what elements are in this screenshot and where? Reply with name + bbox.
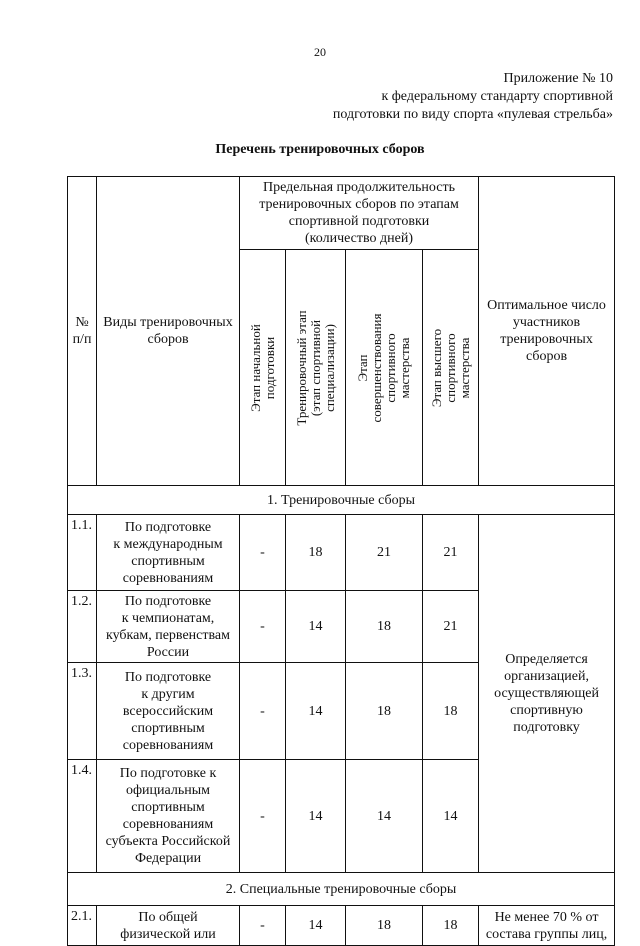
row-number: 1.4. bbox=[68, 760, 97, 873]
cell-stage-training: 14 bbox=[286, 663, 346, 760]
document-title: Перечень тренировочных сборов bbox=[215, 142, 425, 157]
cell-stage-highest: 18 bbox=[423, 663, 479, 760]
header-stage-initial: Этап начальной подготовки bbox=[240, 250, 286, 486]
header-types: Виды тренировочных сборов bbox=[97, 177, 240, 486]
cell-stage-highest: 21 bbox=[423, 591, 479, 663]
cell-stage-initial: - bbox=[240, 663, 286, 760]
page-number: 20 bbox=[314, 45, 326, 59]
cell-stage-improvement: 18 bbox=[346, 591, 423, 663]
row-name: По общей физической или bbox=[97, 906, 240, 946]
header-stage-highest: Этап высшего спортивного мастерства bbox=[423, 250, 479, 486]
header-stage-improvement: Этап совершенствования спортивного мастерства bbox=[346, 250, 423, 486]
row-name: По подготовке к официальным спортивным соревнованиям субъекта Российской Федерации bbox=[97, 760, 240, 873]
cell-stage-improvement: 18 bbox=[346, 663, 423, 760]
row-name: По подготовке к другим всероссийским спортивным соревнованиям bbox=[97, 663, 240, 760]
section-title-1: 1. Тренировочные сборы bbox=[68, 486, 615, 515]
header-optimal: Оптимальное число участников тренировочных сборов bbox=[479, 177, 615, 486]
row-number: 1.3. bbox=[68, 663, 97, 760]
table-row bbox=[68, 515, 615, 591]
cell-optimal: Не менее 70 % от состава группы лиц, bbox=[479, 906, 615, 946]
cell-stage-initial: - bbox=[240, 591, 286, 663]
header-stage-training: Тренировочный этап (этап спортивной специализации) bbox=[286, 250, 346, 486]
appendix-line-3: подготовки по виду спорта «пулевая стрельба» bbox=[332, 107, 613, 122]
optimal-merged-note: Определяется организацией, осуществляющей спортивную подготовку bbox=[479, 515, 615, 873]
header-duration-group: Предельная продолжительность тренировочных сборов по этапам спортивной подготовки (количество дней) bbox=[240, 177, 479, 250]
cell-stage-training: 14 bbox=[286, 591, 346, 663]
header-num: № п/п bbox=[68, 177, 97, 486]
cell-stage-initial: - bbox=[240, 760, 286, 873]
row-number: 2.1. bbox=[68, 906, 97, 946]
section-title-2: 2. Специальные тренировочные сборы bbox=[68, 873, 615, 906]
cell-stage-highest: 21 bbox=[423, 515, 479, 591]
table-row bbox=[68, 906, 615, 946]
cell-stage-training: 18 bbox=[286, 515, 346, 591]
row-number: 1.2. bbox=[68, 591, 97, 663]
cell-stage-highest: 18 bbox=[423, 906, 479, 946]
appendix-line-1: Приложение № 10 bbox=[503, 71, 613, 86]
cell-stage-training: 14 bbox=[286, 906, 346, 946]
cell-stage-initial: - bbox=[240, 906, 286, 946]
row-name: По подготовке к международным спортивным соревнованиям bbox=[97, 515, 240, 591]
training-camps-table bbox=[67, 176, 615, 946]
row-number: 1.1. bbox=[68, 515, 97, 591]
row-name: По подготовке к чемпионатам, кубкам, первенствам России bbox=[97, 591, 240, 663]
cell-stage-improvement: 21 bbox=[346, 515, 423, 591]
cell-stage-highest: 14 bbox=[423, 760, 479, 873]
appendix-line-2: к федеральному стандарту спортивной bbox=[381, 89, 613, 104]
cell-stage-improvement: 18 bbox=[346, 906, 423, 946]
appendix-caption bbox=[333, 70, 613, 124]
cell-stage-improvement: 14 bbox=[346, 760, 423, 873]
cell-stage-training: 14 bbox=[286, 760, 346, 873]
cell-stage-initial: - bbox=[240, 515, 286, 591]
